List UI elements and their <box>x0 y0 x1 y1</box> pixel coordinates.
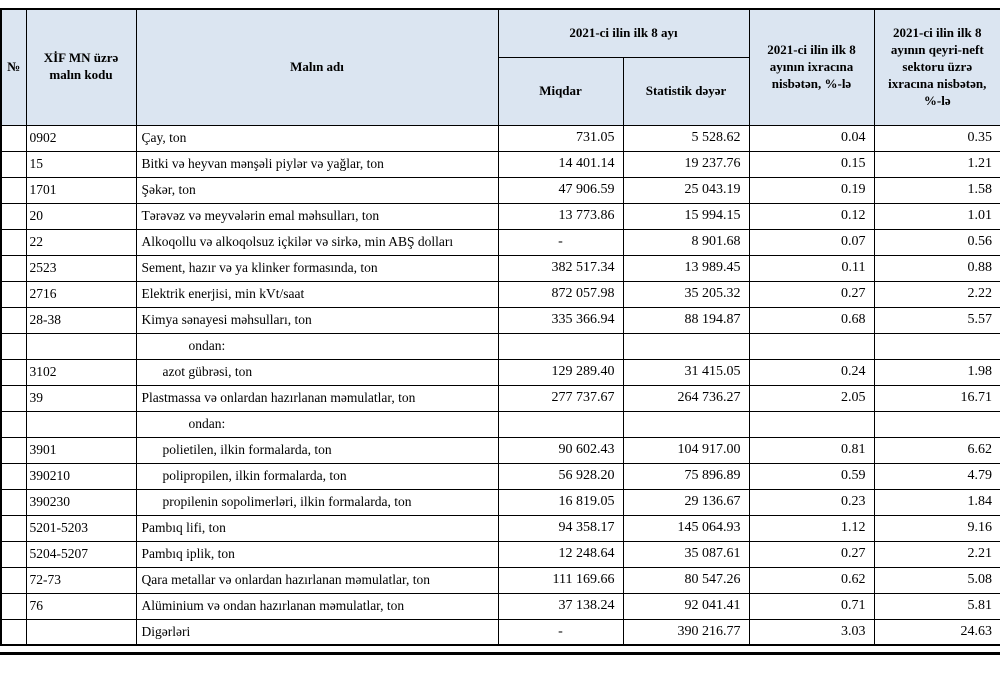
row-share-nonoil <box>874 411 1000 437</box>
row-quantity: 94 358.17 <box>498 515 623 541</box>
table-row <box>1 619 1000 645</box>
row-code <box>26 333 136 359</box>
row-name: Qara metallar və onlardan hazırlanan məmulatlar, ton <box>136 567 498 593</box>
row-quantity: 277 737.67 <box>498 385 623 411</box>
row-quantity: 12 248.64 <box>498 541 623 567</box>
row-no <box>1 463 26 489</box>
row-value <box>623 333 749 359</box>
row-share-total: 0.59 <box>749 463 874 489</box>
row-no <box>1 151 26 177</box>
row-no <box>1 593 26 619</box>
row-share-nonoil <box>874 333 1000 359</box>
row-value: 5 528.62 <box>623 125 749 151</box>
row-name: Elektrik enerjisi, min kVt/saat <box>136 281 498 307</box>
header-name: Malın adı <box>136 9 498 125</box>
row-quantity: 129 289.40 <box>498 359 623 385</box>
row-code: 2523 <box>26 255 136 281</box>
table-row <box>1 333 1000 359</box>
row-name: Sement, hazır və ya klinker formasında, ton <box>136 255 498 281</box>
row-share-nonoil: 5.57 <box>874 307 1000 333</box>
row-name: Çay, ton <box>136 125 498 151</box>
table-row <box>1 515 1000 541</box>
row-no <box>1 333 26 359</box>
table-row <box>1 255 1000 281</box>
row-name: azot gübrəsi, ton <box>136 359 498 385</box>
row-quantity: 37 138.24 <box>498 593 623 619</box>
row-value: 35 087.61 <box>623 541 749 567</box>
row-code: 39 <box>26 385 136 411</box>
header-share-total: 2021-ci ilin ilk 8 ayının ixracına nisbətən, %-lə <box>749 9 874 125</box>
row-quantity: 111 169.66 <box>498 567 623 593</box>
row-name: Plastmassa və onlardan hazırlanan məmulatlar, ton <box>136 385 498 411</box>
row-no <box>1 203 26 229</box>
row-no <box>1 411 26 437</box>
row-code: 5204-5207 <box>26 541 136 567</box>
row-value: 88 194.87 <box>623 307 749 333</box>
row-share-nonoil: 1.98 <box>874 359 1000 385</box>
row-no <box>1 515 26 541</box>
row-name: polipropilen, ilkin formalarda, ton <box>136 463 498 489</box>
row-quantity: 731.05 <box>498 125 623 151</box>
row-share-nonoil: 4.79 <box>874 463 1000 489</box>
row-share-total: 0.12 <box>749 203 874 229</box>
row-quantity <box>498 333 623 359</box>
row-code <box>26 411 136 437</box>
row-share-total: 0.23 <box>749 489 874 515</box>
row-name: Kimya sənayesi məhsulları, ton <box>136 307 498 333</box>
table-row <box>1 541 1000 567</box>
row-quantity: 872 057.98 <box>498 281 623 307</box>
row-no <box>1 125 26 151</box>
row-name: polietilen, ilkin formalarda, ton <box>136 437 498 463</box>
row-share-nonoil: 6.62 <box>874 437 1000 463</box>
header-period-group: 2021-ci ilin ilk 8 ayı <box>498 9 749 57</box>
row-quantity: 335 366.94 <box>498 307 623 333</box>
row-value: 19 237.76 <box>623 151 749 177</box>
row-quantity: 90 602.43 <box>498 437 623 463</box>
row-no <box>1 281 26 307</box>
row-share-total <box>749 411 874 437</box>
row-name: Tərəvəz və meyvələrin emal məhsulları, ton <box>136 203 498 229</box>
row-name: ondan: <box>136 333 498 359</box>
row-value <box>623 411 749 437</box>
row-share-nonoil: 1.21 <box>874 151 1000 177</box>
row-share-total: 0.11 <box>749 255 874 281</box>
header-row-1 <box>1 9 1000 57</box>
row-share-total: 0.07 <box>749 229 874 255</box>
table-body <box>1 125 1000 645</box>
row-value: 25 043.19 <box>623 177 749 203</box>
row-name: Bitki və heyvan mənşəli piylər və yağlar, ton <box>136 151 498 177</box>
row-share-nonoil: 16.71 <box>874 385 1000 411</box>
row-no <box>1 359 26 385</box>
row-quantity: - <box>498 229 623 255</box>
row-value: 29 136.67 <box>623 489 749 515</box>
row-share-total: 3.03 <box>749 619 874 645</box>
row-share-nonoil: 5.81 <box>874 593 1000 619</box>
row-name: Digərləri <box>136 619 498 645</box>
row-share-total: 0.24 <box>749 359 874 385</box>
row-share-total: 0.71 <box>749 593 874 619</box>
row-code: 0902 <box>26 125 136 151</box>
table-row <box>1 307 1000 333</box>
row-code: 390210 <box>26 463 136 489</box>
row-share-total: 0.68 <box>749 307 874 333</box>
row-quantity: 382 517.34 <box>498 255 623 281</box>
row-name: Alüminium və ondan hazırlanan məmulatlar, ton <box>136 593 498 619</box>
row-share-nonoil: 2.22 <box>874 281 1000 307</box>
row-value: 80 547.26 <box>623 567 749 593</box>
table-row <box>1 229 1000 255</box>
row-no <box>1 255 26 281</box>
row-quantity: 13 773.86 <box>498 203 623 229</box>
row-no <box>1 541 26 567</box>
row-value: 145 064.93 <box>623 515 749 541</box>
header-share-nonoil: 2021-ci ilin ilk 8 ayının qeyri-neft sektoru üzrə ixracına nisbətən, %-lə <box>874 9 1000 125</box>
row-code: 22 <box>26 229 136 255</box>
row-name: Alkoqollu və alkoqolsuz içkilər və sirkə, min ABŞ dolları <box>136 229 498 255</box>
table-row <box>1 437 1000 463</box>
row-share-nonoil: 0.88 <box>874 255 1000 281</box>
row-code: 3102 <box>26 359 136 385</box>
row-value: 104 917.00 <box>623 437 749 463</box>
row-code: 390230 <box>26 489 136 515</box>
table-row <box>1 411 1000 437</box>
row-share-total <box>749 333 874 359</box>
row-no <box>1 567 26 593</box>
header-value: Statistik dəyər <box>623 57 749 125</box>
row-code: 76 <box>26 593 136 619</box>
exports-table <box>0 8 1000 646</box>
row-share-total: 0.27 <box>749 281 874 307</box>
row-name: Pambıq iplik, ton <box>136 541 498 567</box>
header-no: № <box>1 9 26 125</box>
row-share-total: 2.05 <box>749 385 874 411</box>
row-share-nonoil: 5.08 <box>874 567 1000 593</box>
table-row <box>1 463 1000 489</box>
row-code: 28-38 <box>26 307 136 333</box>
row-no <box>1 177 26 203</box>
table-row <box>1 177 1000 203</box>
row-share-total: 1.12 <box>749 515 874 541</box>
row-share-total: 0.62 <box>749 567 874 593</box>
row-code: 1701 <box>26 177 136 203</box>
table-row <box>1 151 1000 177</box>
row-code: 15 <box>26 151 136 177</box>
table-row <box>1 281 1000 307</box>
row-no <box>1 229 26 255</box>
row-share-nonoil: 2.21 <box>874 541 1000 567</box>
bottom-rule <box>0 652 1000 655</box>
table-row <box>1 385 1000 411</box>
row-quantity: - <box>498 619 623 645</box>
table-row <box>1 567 1000 593</box>
row-share-nonoil: 9.16 <box>874 515 1000 541</box>
row-code <box>26 619 136 645</box>
row-code: 20 <box>26 203 136 229</box>
row-share-total: 0.81 <box>749 437 874 463</box>
row-share-nonoil: 1.01 <box>874 203 1000 229</box>
row-value: 75 896.89 <box>623 463 749 489</box>
row-code: 5201-5203 <box>26 515 136 541</box>
row-no <box>1 307 26 333</box>
row-no <box>1 437 26 463</box>
row-code: 3901 <box>26 437 136 463</box>
row-value: 264 736.27 <box>623 385 749 411</box>
row-quantity <box>498 411 623 437</box>
table-row <box>1 593 1000 619</box>
header-code: XİF MN üzrə malın kodu <box>26 9 136 125</box>
row-share-total: 0.04 <box>749 125 874 151</box>
row-name: propilenin sopolimerləri, ilkin formalarda, ton <box>136 489 498 515</box>
row-quantity: 16 819.05 <box>498 489 623 515</box>
row-share-nonoil: 24.63 <box>874 619 1000 645</box>
row-share-nonoil: 1.84 <box>874 489 1000 515</box>
row-value: 31 415.05 <box>623 359 749 385</box>
table-row <box>1 203 1000 229</box>
row-value: 35 205.32 <box>623 281 749 307</box>
row-share-total: 0.19 <box>749 177 874 203</box>
row-no <box>1 619 26 645</box>
row-name: Şəkər, ton <box>136 177 498 203</box>
row-quantity: 56 928.20 <box>498 463 623 489</box>
table-header <box>1 9 1000 125</box>
header-quantity: Miqdar <box>498 57 623 125</box>
row-quantity: 47 906.59 <box>498 177 623 203</box>
row-quantity: 14 401.14 <box>498 151 623 177</box>
row-share-total: 0.15 <box>749 151 874 177</box>
table-row <box>1 489 1000 515</box>
row-value: 13 989.45 <box>623 255 749 281</box>
table-row <box>1 359 1000 385</box>
table-row <box>1 125 1000 151</box>
row-code: 2716 <box>26 281 136 307</box>
row-share-nonoil: 1.58 <box>874 177 1000 203</box>
row-name: ondan: <box>136 411 498 437</box>
row-value: 8 901.68 <box>623 229 749 255</box>
row-value: 15 994.15 <box>623 203 749 229</box>
row-no <box>1 489 26 515</box>
row-share-total: 0.27 <box>749 541 874 567</box>
row-name: Pambıq lifi, ton <box>136 515 498 541</box>
row-no <box>1 385 26 411</box>
row-share-nonoil: 0.56 <box>874 229 1000 255</box>
row-value: 92 041.41 <box>623 593 749 619</box>
row-value: 390 216.77 <box>623 619 749 645</box>
row-code: 72-73 <box>26 567 136 593</box>
row-share-nonoil: 0.35 <box>874 125 1000 151</box>
